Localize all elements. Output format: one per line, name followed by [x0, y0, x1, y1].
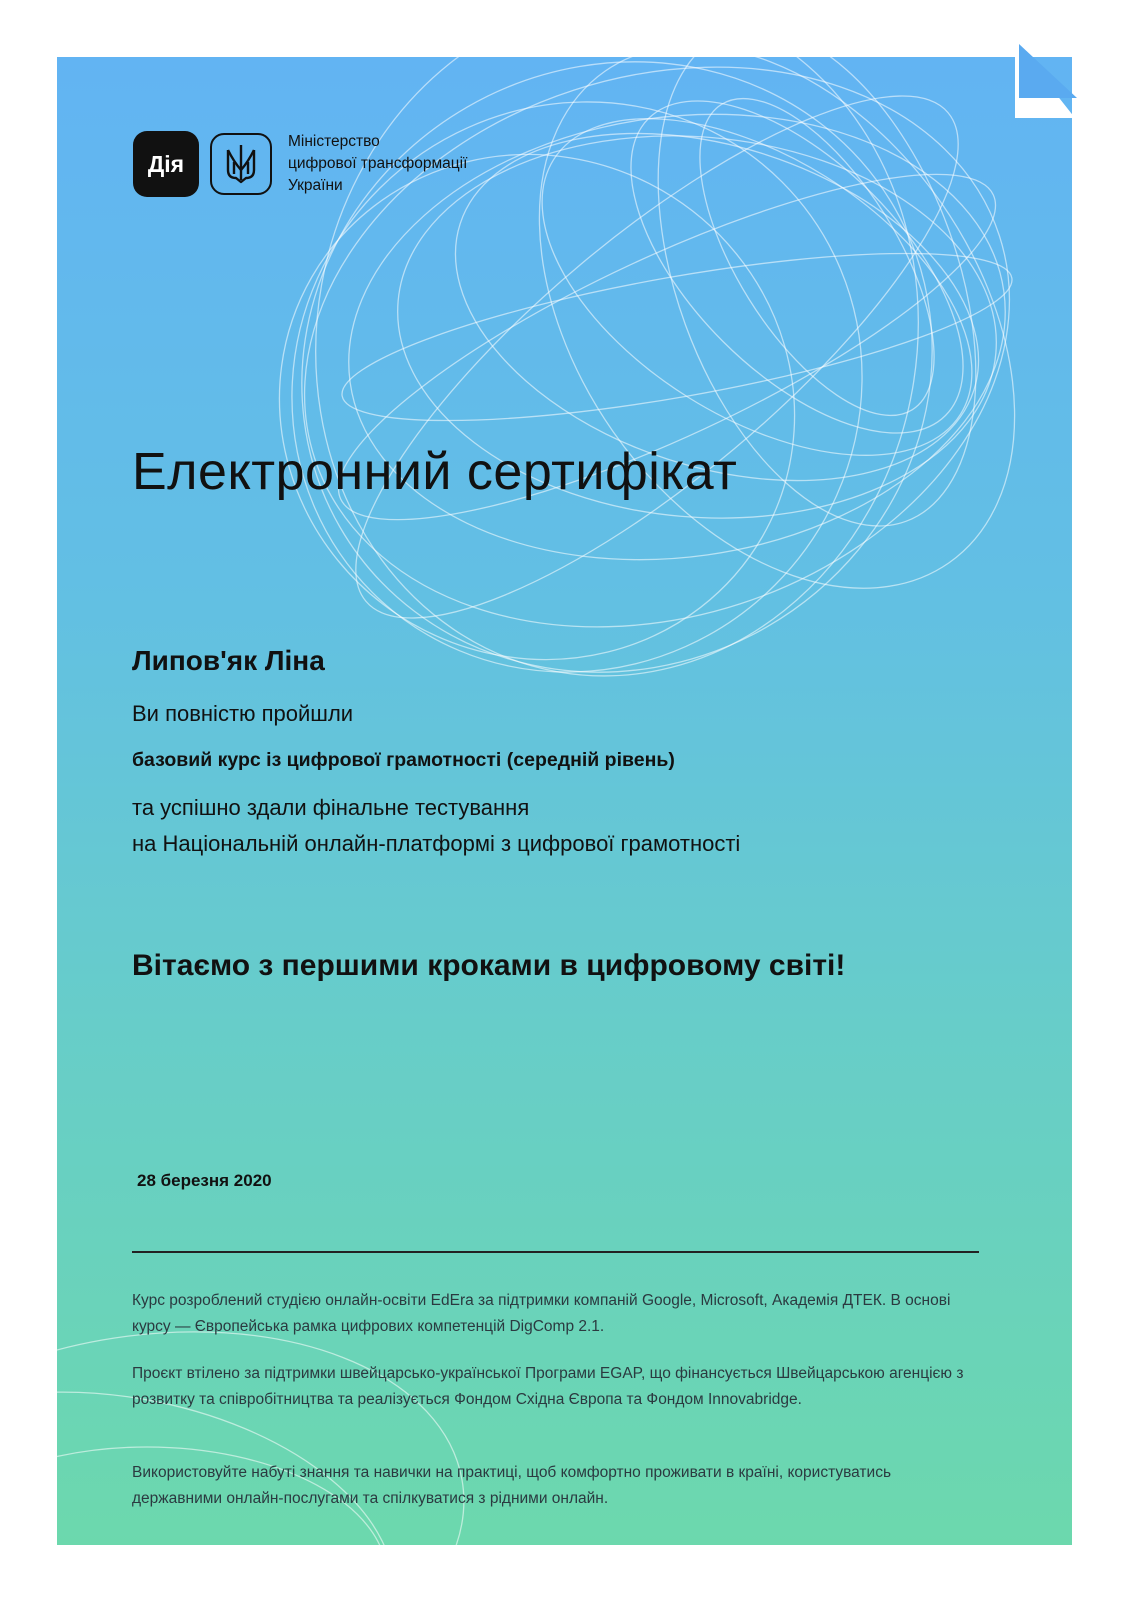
trident-icon: [210, 133, 272, 195]
logo-block: [133, 131, 528, 197]
test-line-1: та успішно здали фінальне тестування: [132, 795, 530, 820]
recipient-name: Липов'як Ліна: [132, 645, 325, 676]
test-text: [132, 790, 740, 862]
footer-paragraph-3: Використовуйте набуті знання та навички на практиці, щоб комфортно проживати в країні, користуватись державними онлайн-послугами та спілкуватися з рідними онлайн.: [132, 1464, 892, 1507]
ministry-line-2: цифрової трансформації: [288, 155, 468, 172]
test-line-2: на Національній онлайн-платформі з цифрової грамотності: [132, 831, 741, 856]
ministry-line-1: Міністерство: [288, 133, 380, 150]
page-corner-icon: [1015, 42, 1115, 118]
ministry-name: [288, 131, 528, 197]
footer-paragraph-1: Курс розроблений студією онлайн-освіти EdEra за підтримки компаній Google, Microsoft, Академія ДТЕК. В основі курсу — Європейська рамка цифрових компетенцій DigComp 2.1.: [132, 1292, 951, 1335]
footer-paragraph-2: Проєкт втілено за підтримки швейцарсько-української Програми EGAP, що фінансується Швейцарською агенцією з розвитку та співробітництва та реалізується Фондом Східна Європа та Фондом Innovabridge.: [132, 1365, 964, 1408]
divider: [132, 1251, 979, 1253]
certificate: [57, 57, 1072, 1545]
diia-logo: Дія: [133, 131, 199, 197]
completion-text: Ви повністю пройшли: [132, 701, 354, 726]
congrats-text: Вітаємо з першими кроками в цифровому світі!: [132, 949, 846, 982]
ministry-line-3: України: [288, 177, 343, 194]
course-name: базовий курс із цифрової грамотності (середній рівень): [132, 749, 675, 771]
certificate-title: Електронний сертифікат: [132, 443, 738, 501]
issue-date: 28 березня 2020: [137, 1171, 272, 1190]
